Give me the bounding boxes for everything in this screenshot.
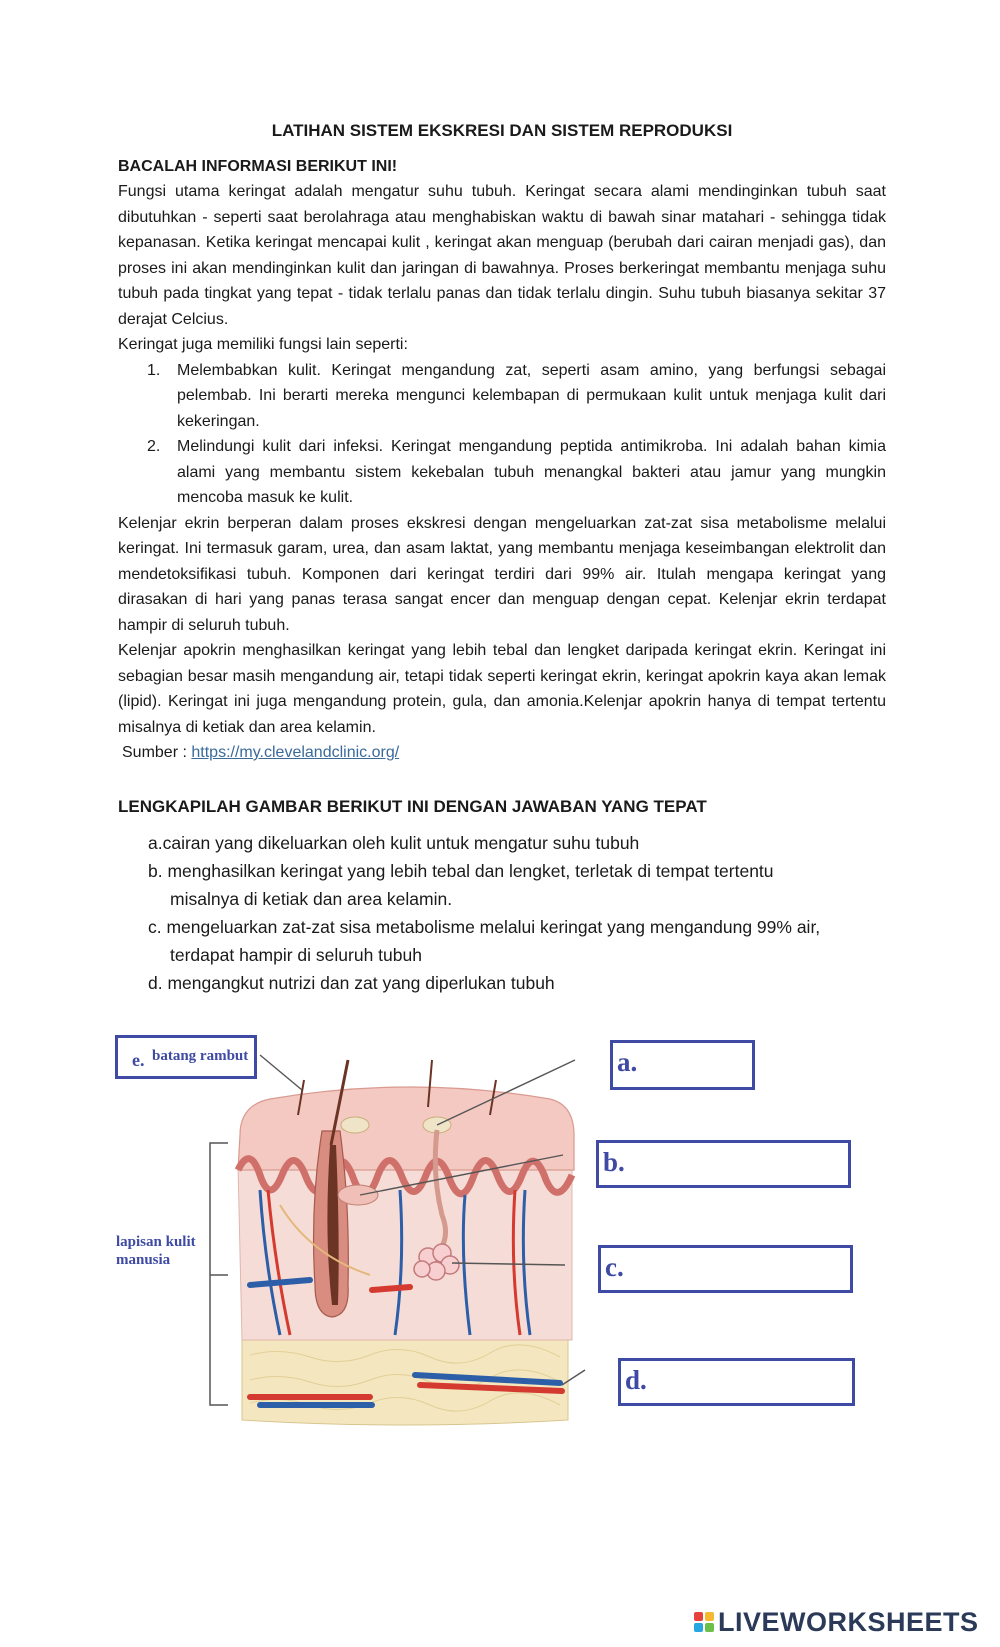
list-item bbox=[118, 358, 886, 435]
functions-list bbox=[118, 358, 886, 511]
pore-1 bbox=[341, 1117, 369, 1133]
answer-box-d[interactable] bbox=[618, 1358, 855, 1406]
logo-square-yellow bbox=[705, 1612, 714, 1621]
label-e-box bbox=[115, 1035, 257, 1079]
sebaceous-gland bbox=[338, 1185, 378, 1205]
label-e-letter: e. bbox=[132, 1050, 145, 1070]
answer-box-b[interactable] bbox=[596, 1140, 851, 1188]
list-text: Melembabkan kulit. Keringat mengandung zat, seperti asam amino, yang berfungsi sebagai pelembab. Ini berarti mereka mengunci kelembapan di permukaan kulit untuk menjaga kulit dari kekeringan. bbox=[177, 361, 886, 430]
logo-square-red bbox=[694, 1612, 703, 1621]
paragraph-other-functions: Keringat juga memiliki fungsi lain seperti: bbox=[118, 336, 408, 353]
option-a bbox=[148, 829, 868, 857]
logo-square-green bbox=[705, 1623, 714, 1632]
label-e-text: batang rambut bbox=[152, 1048, 249, 1064]
answer-box-d-letter: d. bbox=[625, 1365, 647, 1395]
skin-diagram bbox=[110, 1035, 870, 1445]
answer-box-a-letter: a. bbox=[617, 1047, 638, 1077]
source-line bbox=[118, 740, 886, 766]
answer-box-c-letter: c. bbox=[605, 1252, 624, 1282]
option-d bbox=[148, 969, 868, 997]
source-link[interactable]: https://my.clevelandclinic.org/ bbox=[191, 744, 400, 761]
layer-bracket bbox=[210, 1143, 228, 1405]
option-c-continuation: terdapat hampir di seluruh tubuh bbox=[170, 945, 422, 965]
logo-text: LIVEWORKSHEETS bbox=[718, 1606, 979, 1637]
list-text: Melindungi kulit dari infeksi. Keringat mengandung peptida antimikroba. Ini adalah bahan kimia alami yang membantu sistem kekebalan tubuh menangkal bakteri atau jamur yang mungkin mencoba masuk ke kulit. bbox=[177, 438, 886, 506]
answer-box-b-letter: b. bbox=[603, 1147, 625, 1177]
side-label-skin-layers: lapisan kulit manusia bbox=[116, 1234, 196, 1268]
logo-square-blue bbox=[694, 1623, 703, 1632]
page-title: LATIHAN SISTEM EKSKRESI DAN SISTEM REPRODUKSI bbox=[271, 121, 733, 140]
option-c bbox=[148, 913, 868, 969]
epidermis-layer bbox=[238, 1087, 574, 1170]
answer-box-c[interactable] bbox=[598, 1245, 853, 1293]
liveworksheets-logo bbox=[694, 1605, 979, 1639]
read-heading: BACALAH INFORMASI BERIKUT INI! bbox=[118, 157, 398, 175]
list-number: 1. bbox=[147, 361, 161, 379]
task-heading: LENGKAPILAH GAMBAR BERIKUT INI DENGAN JAWABAN YANG TEPAT bbox=[118, 796, 707, 816]
option-c-text: c. mengeluarkan zat-zat sisa metabolisme melalui keringat yang mengandung 99% air, bbox=[148, 917, 821, 937]
dermis-layer bbox=[238, 1165, 572, 1340]
worksheet-document bbox=[118, 118, 886, 997]
option-b bbox=[148, 857, 868, 913]
list-number: 2. bbox=[147, 438, 161, 455]
option-d-text: d. mengangkut nutrizi dan zat yang diperlukan tubuh bbox=[148, 973, 555, 993]
logo-mark-icon bbox=[694, 1612, 714, 1632]
answer-options bbox=[148, 829, 868, 997]
option-a-text: a.cairan yang dikeluarkan oleh kulit untuk mengatur suhu tubuh bbox=[148, 833, 640, 853]
paragraph-apocrine: Kelenjar apokrin menghasilkan keringat yang lebih tebal dan lengket daripada keringat ekrin. Keringat ini sebagian besar masih mengandung air, tetapi tidak seperti keringat ekrin, keringat apokrin kaya akan lemak (lipid). Keringat ini juga mengandung protein, gula, dan amonia.Kelenjar apokrin hanya di tempat tertentu misalnya di ketiak dan area kelamin. bbox=[118, 642, 886, 736]
option-b-text: b. menghasilkan keringat yang lebih tebal dan lengket, terletak di tempat tertentu bbox=[148, 861, 774, 881]
paragraph-eccrine: Kelenjar ekrin berperan dalam proses ekskresi dengan mengeluarkan zat-zat sisa metabolisme melalui keringat. Ini termasuk garam, urea, dan asam laktat, yang membantu menjaga keseimbangan elektrolit dan mendetoksifikasi tubuh. Komponen dari keringat terdiri dari 99% air. Itulah mengapa keringat yang dirasakan di hari yang panas terasa sangat encer dan menguap dengan cepat. Kelenjar ekrin terdapat hampir di seluruh tubuh. bbox=[118, 514, 886, 634]
list-item bbox=[118, 434, 886, 511]
answer-box-a[interactable] bbox=[610, 1040, 755, 1090]
source-label: Sumber : bbox=[122, 744, 187, 761]
paragraph-sweat-function: Fungsi utama keringat adalah mengatur suhu tubuh. Keringat secara alami mendinginkan tubuh saat dibutuhkan - seperti saat berolahraga atau menghabiskan waktu di bawah sinar matahari - sehingga tidak kepanasan. Ketika keringat mencapai kulit , keringat akan menguap (berubah dari cairan menjadi gas), dan proses ini akan mendinginkan kulit dan jaringan di bawahnya. Proses berkeringat membantu menjaga suhu tubuh pada tingkat yang tepat - tidak terlalu panas dan tidak terlalu dingin. Suhu tubuh biasanya sekitar 37 derajat Celcius. bbox=[118, 183, 886, 328]
option-b-continuation: misalnya di ketiak dan area kelamin. bbox=[170, 889, 453, 909]
